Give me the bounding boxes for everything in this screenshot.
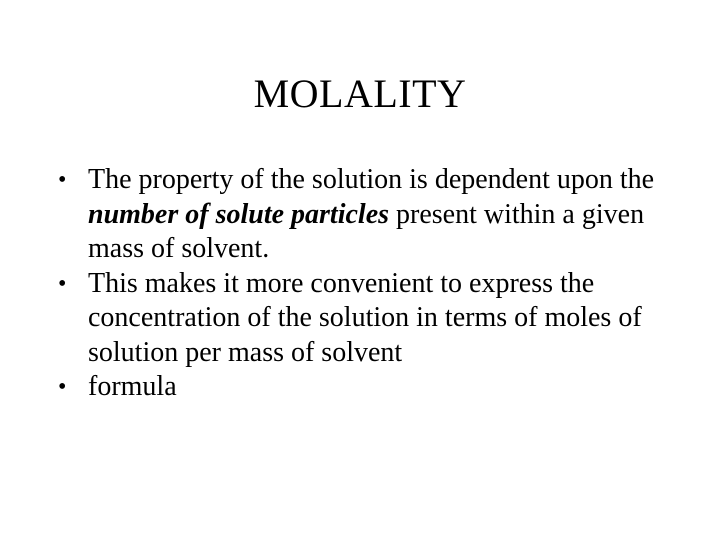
bullet-item-convenience — [58, 267, 698, 371]
bullet-icon: • — [58, 374, 67, 400]
bullet-text-end: present within a given mass of solvent. — [88, 198, 645, 264]
bullet-icon: • — [58, 167, 67, 193]
bullet-icon: • — [58, 270, 67, 297]
bullet-text-start: The property of the solution is dependent upon the — [88, 164, 655, 195]
bullet-item-property — [58, 163, 698, 267]
bullet-list — [58, 163, 698, 405]
bullet-text: This makes it more convenient to express the concentration of the solution in terms of moles of solution per mass of solvent — [88, 267, 642, 368]
bullet-text: formula — [88, 371, 177, 402]
slide-title: MOLALITY — [253, 71, 467, 116]
bullet-text-emphasis: number of solute particles — [88, 198, 390, 230]
bullet-item-formula — [58, 370, 698, 405]
